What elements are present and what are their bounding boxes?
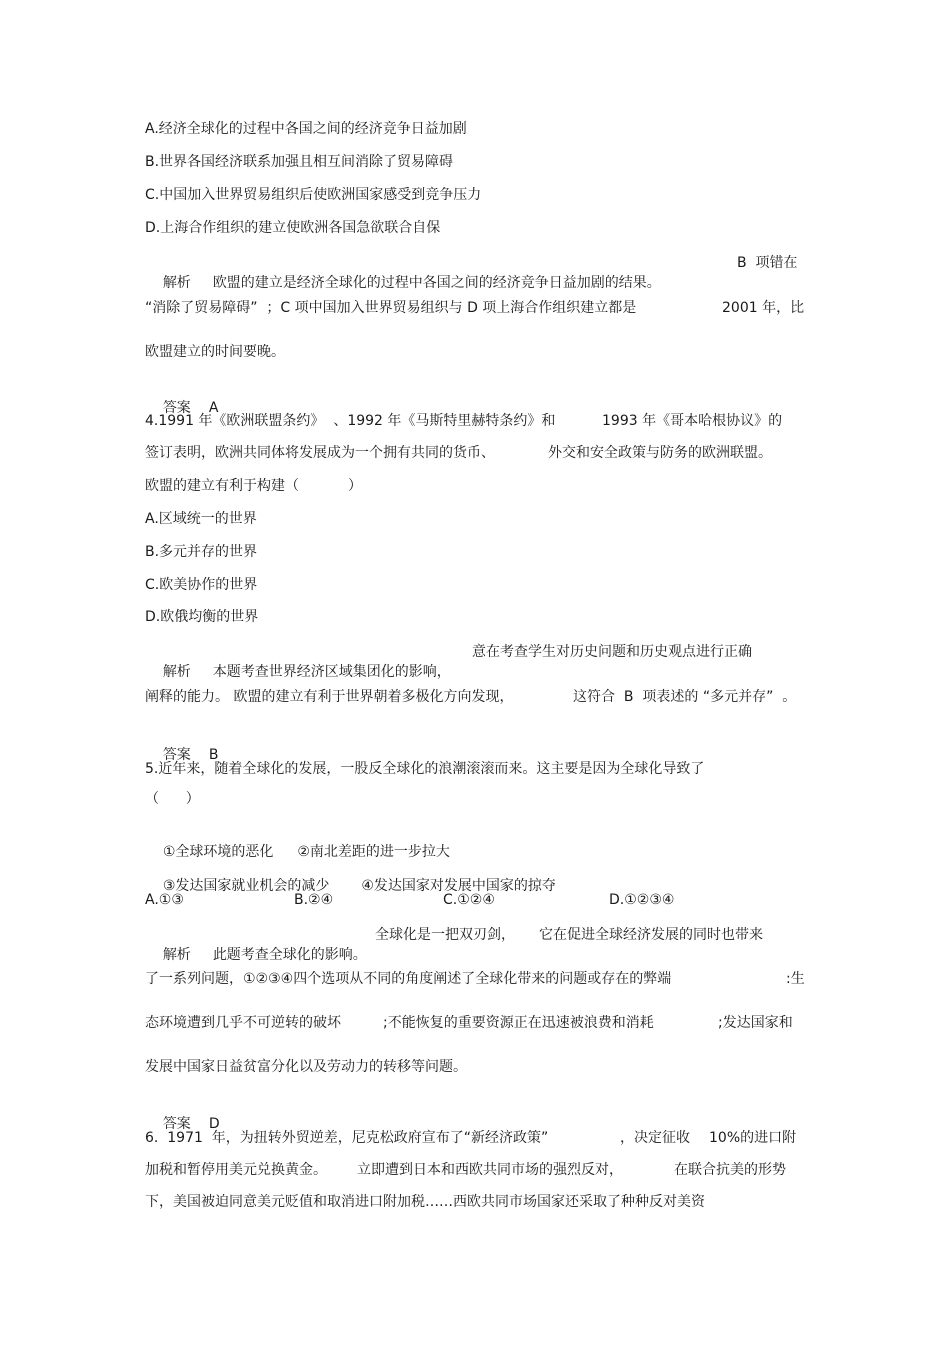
q5-item-1: ①全球环境的恶化 — [162, 844, 274, 860]
q5-analysis-line-2: 了一系列问题，①②③④四个选项从不同的角度阐述了全球化带来的问题或存在的弊端 — [145, 971, 672, 987]
q4-analysis-line-1b: 意在考查学生对历史问题和历史观点进行正确 — [472, 644, 752, 660]
q6-stem-line-2c: 在联合抗美的形势 — [674, 1162, 786, 1178]
q6-stem-line-2b: 立即遭到日本和西欧共同市场的强烈反对， — [357, 1162, 623, 1178]
q3-analysis-line-2: “消除了贸易障碍” ；C 项中国加入世界贸易组织与 D 项上海合作组织建立都是 — [145, 300, 637, 316]
analysis-label: 解析 — [162, 275, 191, 291]
q3-option-b: B.世界各国经济联系加强且相互间消除了贸易障碍 — [145, 154, 454, 170]
q3-option-a: A.经济全球化的过程中各国之间的经济竞争日益加剧 — [145, 121, 467, 137]
q5-analysis-line-2b: :生 — [786, 971, 805, 987]
answer-value: A — [208, 400, 219, 416]
q5-stem-line-2: （ ） — [145, 791, 200, 807]
q5-item-2: ②南北差距的进一步拉大 — [297, 844, 450, 860]
q6-stem-line-2: 加税和暂停用美元兑换黄金。 — [145, 1162, 327, 1178]
q4-stem-line-2: 签订表明，欧洲共同体将发展成为一个拥有共同的货币、 — [145, 445, 495, 461]
q4-stem-line-1: 4.1991 年《欧洲联盟条约》 、1992 年《马斯特里赫特条约》和 — [145, 413, 556, 429]
q5-analysis-line-3: 态环境遭到几乎不可逆转的破坏 — [145, 1015, 341, 1031]
q5-item-3: ③发达国家就业机会的减少 — [162, 878, 330, 894]
q4-option-d: D.欧俄均衡的世界 — [145, 609, 259, 625]
q4-analysis-line-2: 阐释的能力。 欧盟的建立有利于世界朝着多极化方向发现， — [145, 689, 514, 705]
q4-option-c: C.欧美协作的世界 — [145, 577, 258, 593]
q3-analysis-line-2b: 2001 年，比 — [722, 300, 805, 316]
q5-stem-line-1: 5.近年来，随着全球化的发展，一股反全球化的浪潮滚滚而来。这主要是因为全球化导致了 — [145, 761, 705, 777]
q5-option-d: D.①②③④ — [609, 892, 675, 908]
q4-option-b: B.多元并存的世界 — [145, 544, 258, 560]
q5-analysis-line-3c: ;发达国家和 — [718, 1015, 793, 1031]
q4-analysis-text: 本题考查世界经济区域集团化的影响， — [212, 664, 451, 680]
q5-analysis-line-3b: ;不能恢复的重要资源正在迅速被浪费和消耗 — [383, 1015, 654, 1031]
q6-stem-line-1: 6. 1971 年，为扭转外贸逆差，尼克松政府宣布了“新经济政策” — [145, 1130, 549, 1146]
q4-stem-line-1b: 1993 年《哥本哈根协议》的 — [602, 413, 783, 429]
q5-option-b: B.②④ — [294, 892, 334, 908]
q6-stem-line-3: 下，美国被迫同意美元贬值和取消进口附加税……西欧共同市场国家还采取了种种反对美资 — [145, 1194, 705, 1210]
q5-item-4: ④发达国家对发展中国家的掠夺 — [361, 878, 556, 894]
q4-stem-line-2b: 外交和安全政策与防务的欧洲联盟。 — [548, 445, 772, 461]
q5-analysis-text: 此题考查全球化的影响。 — [212, 947, 367, 963]
q3-analysis-line-1b: B 项错在 — [737, 255, 798, 271]
answer-value: D — [208, 1116, 220, 1132]
answer-label: 答案 — [162, 747, 191, 763]
q4-analysis-line-2b: 这符合 B 项表述的 “多元并存” 。 — [573, 689, 797, 705]
analysis-label: 解析 — [162, 947, 191, 963]
q6-stem-line-1c: 10%的进口附 — [709, 1130, 797, 1146]
q5-analysis-line-4: 发展中国家日益贫富分化以及劳动力的转移等问题。 — [145, 1059, 467, 1075]
q5-option-c: C.①②④ — [443, 892, 495, 908]
q5-analysis-line-1b: 全球化是一把双刃剑， — [375, 927, 515, 943]
q3-analysis-text: 欧盟的建立是经济全球化的过程中各国之间的经济竞争日益加剧的结果。 — [212, 275, 661, 291]
q3-option-d: D.上海合作组织的建立使欧洲各国急欲联合自保 — [145, 220, 441, 236]
q4-stem-line-3: 欧盟的建立有利于构建（ ） — [145, 478, 362, 494]
q5-analysis-line-1c: 它在促进全球经济发展的同时也带来 — [539, 927, 763, 943]
answer-label: 答案 — [162, 400, 191, 416]
q3-analysis-line-3: 欧盟建立的时间要晚。 — [145, 344, 285, 360]
q6-stem-line-1b: ，决定征收 — [620, 1130, 690, 1146]
analysis-label: 解析 — [162, 664, 191, 680]
q5-option-a: A.①③ — [145, 892, 184, 908]
q4-option-a: A.区域统一的世界 — [145, 511, 257, 527]
answer-label: 答案 — [162, 1116, 191, 1132]
answer-value: B — [208, 747, 219, 763]
q3-option-c: C.中国加入世界贸易组织后使欧洲国家感受到竞争压力 — [145, 187, 482, 203]
